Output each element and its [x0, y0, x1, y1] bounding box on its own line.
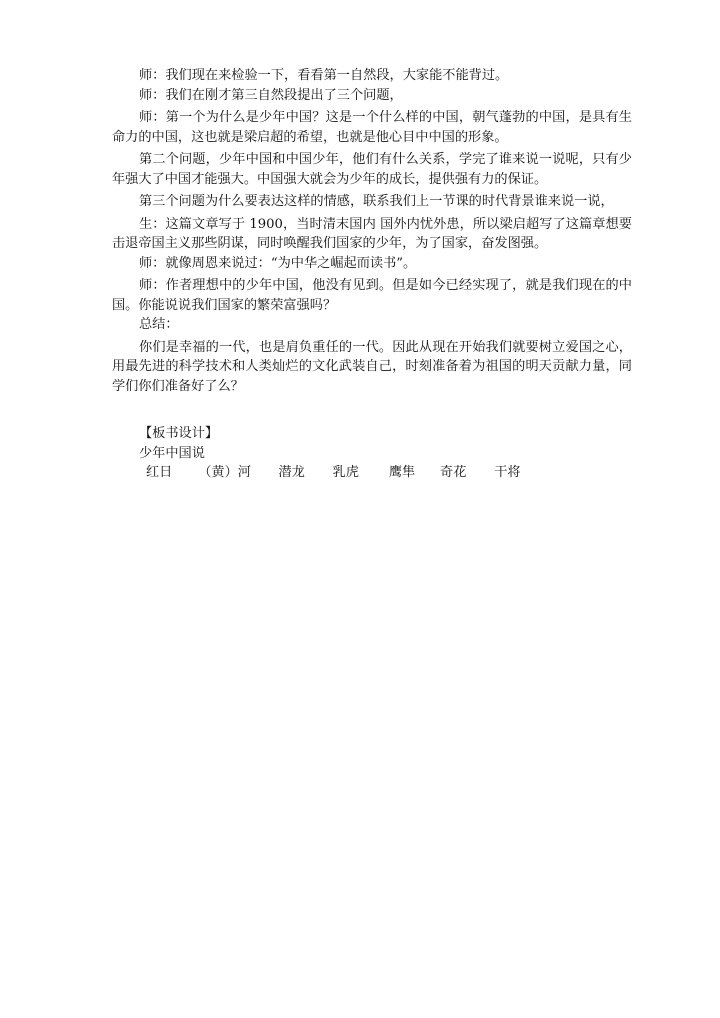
- board-item: 奇花: [440, 465, 467, 480]
- document-body: [112, 66, 632, 483]
- paragraph-6: 生：这篇文章写于 1900，当时清末国内 国外内忧外患，所以梁启超写了这篇章想要击退帝国主义那些阴谋，同时唤醒我们国家的少年，为了国家，奋发图强。: [112, 216, 632, 251]
- board-item: （黄）河: [198, 465, 251, 480]
- board-item: 乳虎: [332, 465, 359, 480]
- paragraph-9: 总结：: [139, 317, 179, 332]
- paragraph-2: 师：我们在刚才第三自然段提出了三个问题，: [139, 87, 403, 103]
- paragraph-4: 第二个问题，少年中国和中国少年，他们有什么关系，学完了谁来说一说呢，只有少年强大了中国才能强大。中国强大就会为少年的成长，提供强有力的保证。: [112, 152, 632, 187]
- board-design-heading: 【板书设计】: [139, 426, 219, 441]
- paragraph-8: 师：作者理想中的少年中国，他没有见到。但是如今已经实现了，就是我们现在的中国。你能说说我们国家的繁荣富强吗？: [112, 278, 632, 313]
- board-items-row: [112, 463, 632, 483]
- paragraph-1: 师：我们现在来检验一下，看看第一自然段，大家能不能背过。: [139, 68, 509, 83]
- paragraph-10: 你们是幸福的一代，也是肩负重任的一代。因此从现在开始我们就要树立爱国之心，用最先进的科学技术和人类灿烂的文化武装自己，时刻准备着为祖国的明天贡献力量，同学们你们准备好了么？: [112, 339, 632, 394]
- board-item: 潜龙: [278, 465, 305, 480]
- paragraph-3: 师：第一个为什么是少年中国？这是一个什么样的中国，朝气蓬勃的中国，是具有生命力的中国，这也就是梁启超的希望，也就是他心目中中国的形象。: [112, 110, 632, 145]
- board-item: 红日: [146, 465, 173, 480]
- board-item: 鹰隼: [388, 465, 416, 480]
- board-title: 少年中国说: [139, 445, 205, 461]
- board-item: 干将: [494, 465, 521, 480]
- paragraph-7: 师：就像周恩来说过：“为中华之崛起而读书”。: [139, 255, 417, 271]
- paragraph-5: 第三个问题为什么要表达这样的情感，联系我们上一节课的时代背景谁来说一说，: [139, 194, 614, 209]
